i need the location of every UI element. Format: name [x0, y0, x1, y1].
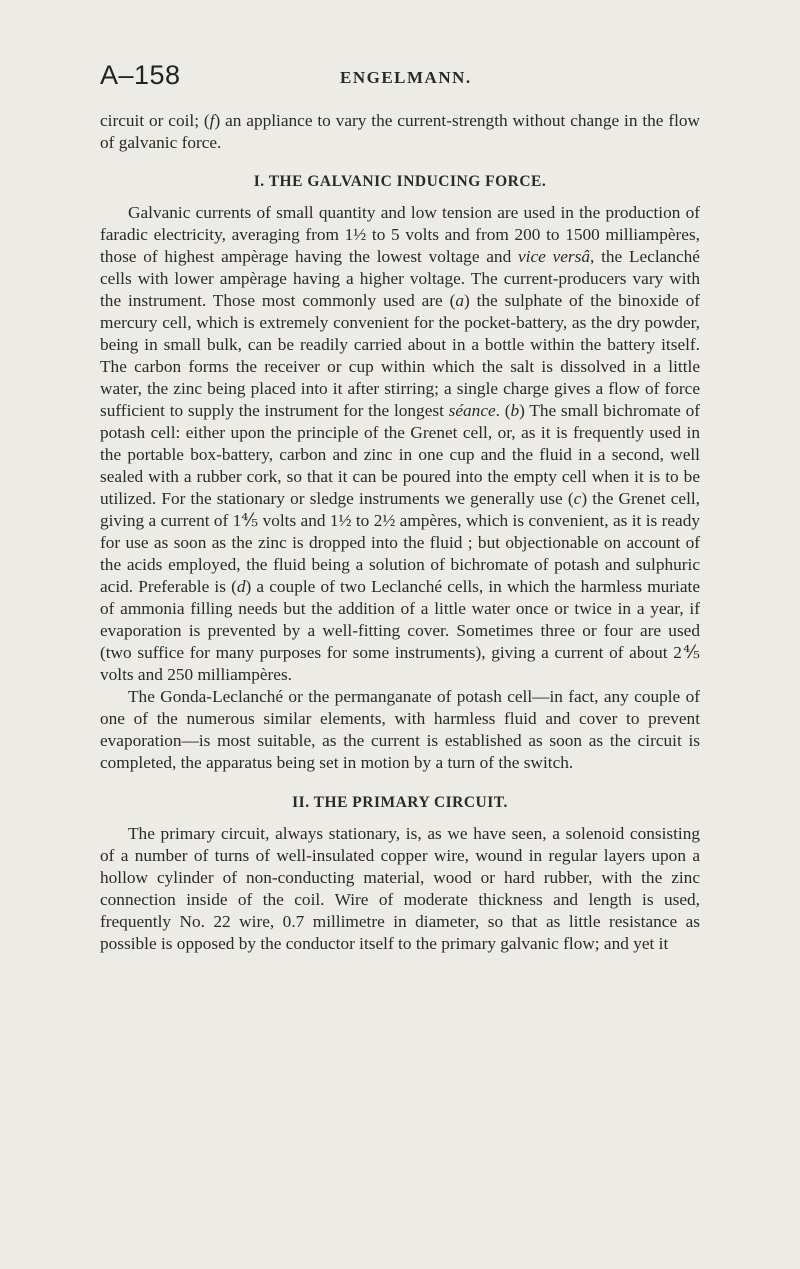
italic-vice-versa: vice versâ	[517, 247, 590, 266]
page-number: A–158	[100, 60, 181, 90]
paragraph-primary-circuit: The primary circuit, always stationary, is, as we have seen, a solenoid consisting of a number of turns of well-insulated copper wire, wound in regular layers upon a hollow cylinder of non-conducting material, wood or hard rubber, with the zinc connection inside of the coil. Wire of moderate thickness and length is used, frequently No. 22 wire, 0.7 millimetre in diameter, so that as little resistance as possible is opposed by the conductor itself to the primary galvanic flow; and yet it	[100, 824, 700, 953]
italic-seance: séance	[448, 401, 496, 420]
running-title: ENGELMANN.	[340, 68, 472, 87]
section-heading-primary-circuit: II. THE PRIMARY CIRCUIT.	[292, 794, 508, 811]
text-run: volts and	[258, 511, 330, 530]
paragraph-galvanic-currents	[100, 202, 700, 686]
text-run: to	[351, 511, 374, 530]
fraction: 2⅘	[673, 643, 700, 662]
text-run: . (	[495, 401, 511, 420]
text-run: ) the Grenet cell, giving a current of	[100, 489, 700, 530]
text-run: Galvanic currents of small quantity and low tension are used in the production of faradic electricity, averaging from	[100, 203, 700, 244]
text-run: ) the sulphate of the binoxide of mercury cell, which is extremely convenient for the pocket-battery, as the dry powder, being in small bulk, can be readily carried about in a bottle within the battery itself. The carbon forms the receiver or cup within which the salt is dissolved in a little water, the zinc being placed into it after stirring; a single charge gives a flow of force sufficient to supply the instrument for the longest	[100, 291, 700, 420]
text-run: to 5 volts and from 200 to 1500 milliampères, those of highest ampèrage having the lowest voltage and	[100, 225, 700, 266]
italic-item-c: c	[573, 489, 582, 508]
text-run: ) an appliance to vary the current-strength without change in the flow of galvanic force.	[100, 111, 701, 152]
intro-paragraph	[100, 110, 700, 154]
text-run: , the Leclanché cells with lower ampèrage having a higher voltage. The current-producers vary with the instrument. Those most commonly used are (	[100, 247, 700, 310]
fraction: 1½	[344, 225, 367, 244]
italic-item-d: d	[236, 577, 246, 596]
fraction: 1½	[329, 511, 352, 530]
fraction: 2½	[373, 511, 396, 530]
text-run: circuit or coil; (	[100, 111, 210, 130]
italic-item-a: a	[455, 291, 464, 310]
italic-item-b: b	[510, 401, 520, 420]
paragraph-gonda-leclanche: The Gonda-Leclanché or the permanganate of potash cell—in fact, any couple of one of the numerous similar elements, with harmless fluid and cover to prevent evaporation—is most suitable, as the current is established as soon as the circuit is completed, the apparatus being set in motion by a turn of the switch.	[100, 687, 700, 772]
text-run: volts and 250 milliampères.	[100, 665, 292, 684]
italic-item-f: f	[209, 111, 215, 130]
running-head	[0, 60, 800, 90]
text-run: ) The small bichromate of potash cell: either upon the principle of the Grenet cell, or, as it is frequently used in the portable box-battery, carbon and zinc in one cup and the fluid in a second, well sealed with a rubber cork, so that it can be poured into the empty cell when it is to be utilized. For the stationary or sledge instruments we generally use (	[100, 401, 700, 508]
body-text	[100, 110, 700, 955]
section-heading-galvanic-inducing-force: I. THE GALVANIC INDUCING FORCE.	[253, 173, 547, 190]
text-run: ) a couple of two Leclanché cells, in which the harmless muriate of ammonia filling needs but the addition of a little water once or twice in a year, if evaporation is prevented by a well-fitting cover. Sometimes three or four are used (two suffice for many purposes for some instruments), giving a current of about	[100, 577, 700, 662]
text-run: ampères, which is convenient, as it is ready for use as soon as the zinc is dropped into the fluid ; but objectionable on account of the acids employed, the fluid being a solution of bichromate of potash and sulphuric acid. Preferable is (	[100, 511, 700, 596]
fraction: 1⅘	[232, 511, 259, 530]
